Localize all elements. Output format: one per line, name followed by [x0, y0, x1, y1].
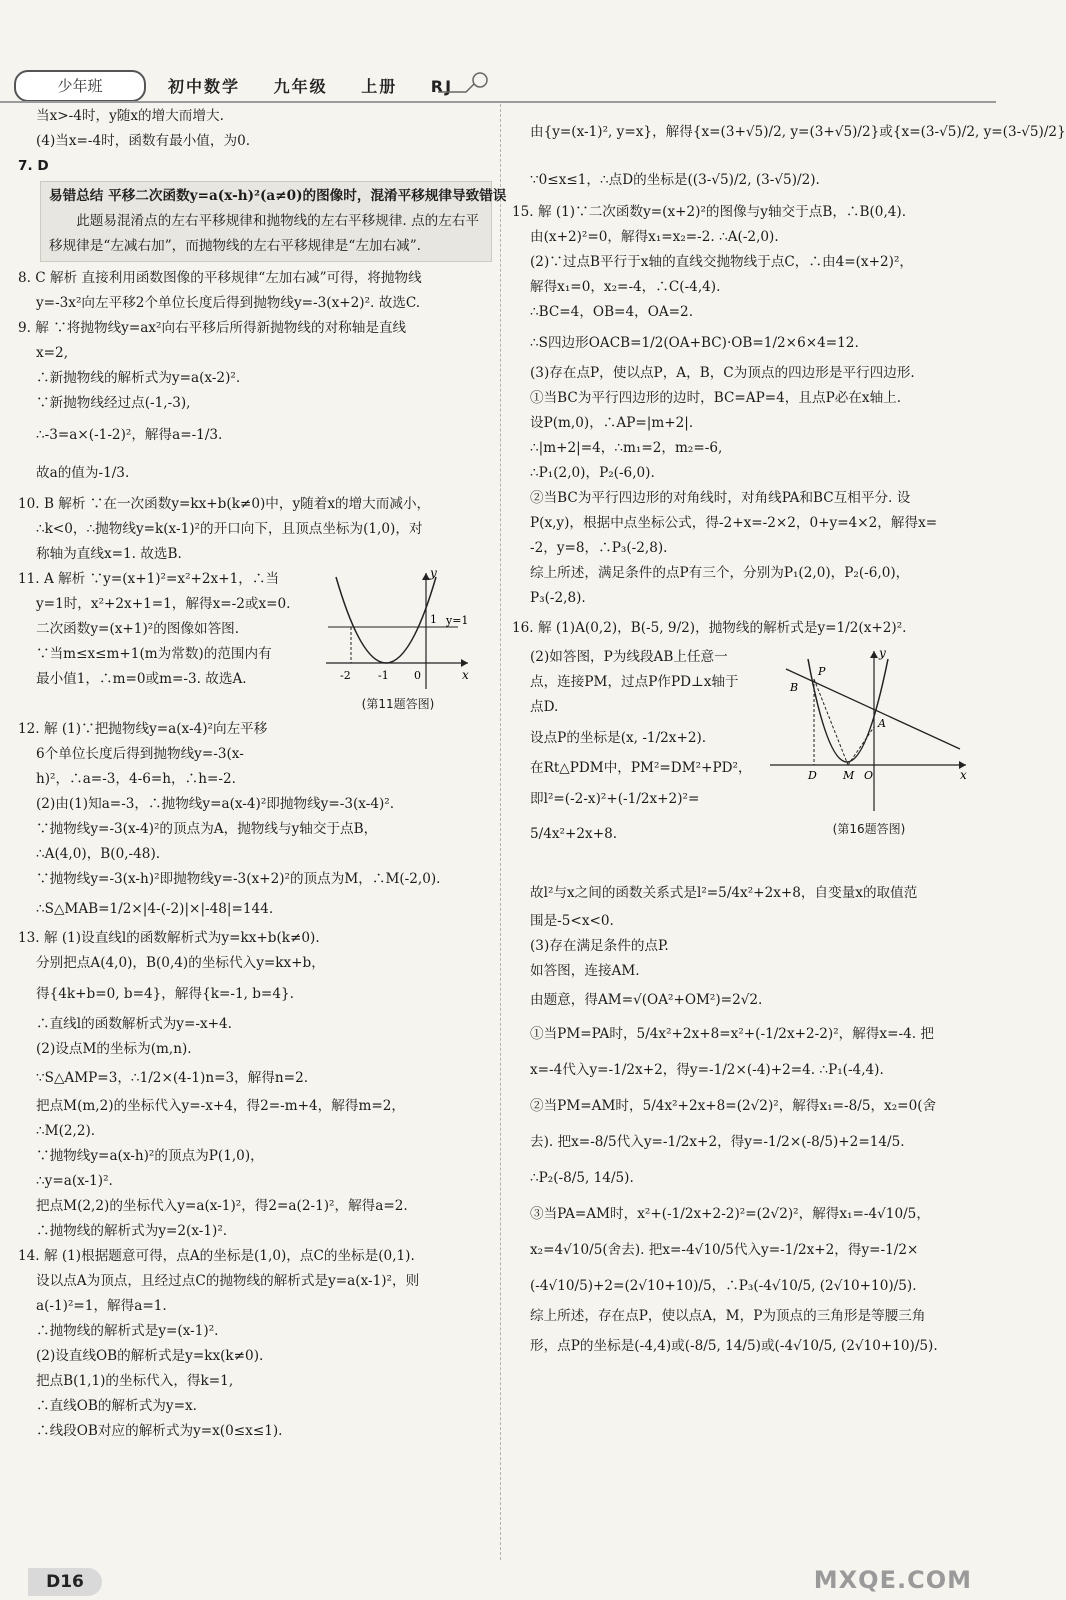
- error-summary-box: [40, 181, 507, 262]
- text-line: h)²，∴a=-3，4-6=h，∴h=-2.: [36, 771, 236, 787]
- text-line: ∴M(2,2).: [36, 1123, 96, 1139]
- text-line: 由(x+2)²=0，解得x₁=x₂=-2. ∴A(-2,0).: [530, 229, 779, 245]
- x-axis-label: x: [462, 668, 469, 682]
- point-label: B: [790, 681, 799, 694]
- parabola-graph: [318, 567, 478, 692]
- figure-11-caption: (第11题答图): [361, 697, 435, 711]
- answer-9: 9. 解 ∵将抛物线y=ax²向右平移后所得新抛物线的对称轴是直线: [18, 320, 407, 336]
- text-line: ∴k<0，∴抛物线y=k(x-1)²的开口向下，且顶点坐标为(1,0)，对: [36, 521, 423, 537]
- page-header: [0, 0, 996, 104]
- text-line: x₂=4√10/5(舍去). 把x=-4√10/5代入y=-1/2x+2，得y=-1/2×: [530, 1242, 919, 1258]
- right-column: [512, 104, 1066, 1363]
- book-meta: [168, 74, 479, 97]
- text-line: 在Rt△PDM中，PM²=DM²+PD²，: [530, 760, 752, 776]
- figure-11: [318, 567, 478, 717]
- text-line: (2)设直线OB的解析式是y=kx(k≠0).: [36, 1348, 264, 1364]
- text-line: 把点M(m,2)的坐标代入y=-x+4，得2=-m+4，解得m=2，: [36, 1098, 405, 1114]
- text-line: 去). 把x=-8/5代入y=-1/2x+2，得y=-1/2×(-8/5)+2=14/5.: [530, 1134, 905, 1150]
- parabola-line-graph: [764, 645, 974, 817]
- text-line: 称轴为直线x=1. 故选B.: [36, 546, 182, 562]
- text-line: P₃(-2,8).: [530, 590, 586, 606]
- tick-label: 0: [414, 669, 421, 682]
- text-line: 得{4k+b=0, b=4}，解得{k=-1, b=4}.: [36, 986, 294, 1002]
- text-line: 故a的值为-1/3.: [36, 465, 130, 481]
- text-line: 点D.: [530, 699, 559, 715]
- text-line: 形，点P的坐标是(-4,4)或(-8/5, 14/5)或(-4√10/5, (2√10+10)/5).: [530, 1338, 938, 1354]
- text-line: 故l²与x之间的函数关系式是l²=5/4x²+2x+8，自变量x的取值范: [530, 885, 918, 901]
- text-line: y=1时，x²+2x+1=1，解得x=-2或x=0.: [36, 596, 291, 612]
- text-line: 分别把点A(4,0)，B(0,4)的坐标代入y=kx+b，: [36, 955, 325, 971]
- x-axis-label: x: [960, 768, 967, 782]
- text-line: ∵抛物线y=a(x-h)²的顶点为P(1,0)，: [36, 1148, 264, 1164]
- text-line: ∴y=a(x-1)².: [36, 1173, 113, 1189]
- text-line: ①当BC为平行四边形的边时，BC=AP=4，且点P必在x轴上.: [530, 390, 902, 406]
- text-line: 把点M(2,2)的坐标代入y=a(x-1)²，得2=a(2-1)²，解得a=2.: [36, 1198, 408, 1214]
- answer-14: 14. 解 (1)根据题意可得，点A的坐标是(1,0)，点C的坐标是(0,1).: [18, 1248, 415, 1264]
- text-line: ②当BC为平行四边形的对角线时，对角线PA和BC互相平分. 设: [530, 490, 911, 506]
- tick-label: -1: [378, 669, 389, 682]
- text-line: 解得x₁=0，x₂=-4，∴C(-4,4).: [530, 279, 721, 295]
- text-line: 综上所述，存在点P，使以点A，M，P为顶点的三角形是等腰三角: [530, 1308, 926, 1324]
- left-column: [18, 104, 507, 1444]
- page-number: D16: [28, 1568, 102, 1596]
- answer-13: 13. 解 (1)设直线l的函数解析式为y=kx+b(k≠0).: [18, 930, 320, 946]
- text-line: 点，连接PM，过点P作PD⊥x轴于: [530, 674, 739, 690]
- text-line: (3)存在满足条件的点P.: [530, 938, 669, 954]
- answer-11: 11. A 解析 ∵y=(x+1)²=x²+2x+1，∴当: [18, 571, 280, 587]
- answer-16-block: [512, 645, 982, 877]
- text-line: (4)当x=-4时，函数有最小值，为0.: [36, 133, 251, 149]
- text-line: ∵当m≤x≤m+1(m为常数)的范围内有: [36, 646, 272, 662]
- text-line: ∴P₂(-8/5, 14/5).: [530, 1170, 634, 1186]
- text-line: 围是-5<x<0.: [530, 913, 614, 929]
- text-line: ∵抛物线y=-3(x-4)²的顶点为A，抛物线与y轴交于点B，: [36, 821, 378, 837]
- text-line: y=-3x²向左平移2个单位长度后得到抛物线y=-3(x+2)². 故选C.: [36, 295, 421, 311]
- answer-10: 10. B 解析 ∵在一次函数y=kx+b(k≠0)中，y随着x的增大而减小，: [18, 496, 431, 512]
- text-line: 把点B(1,1)的坐标代入，得k=1,: [36, 1373, 234, 1389]
- text-line: 设P(m,0)，∴AP=|m+2|.: [530, 415, 694, 431]
- text-line: (2)如答图，P为线段AB上任意一: [530, 649, 728, 665]
- answer-11-block: [18, 567, 492, 717]
- point-label: A: [878, 717, 886, 730]
- text-line: 设以点A为顶点，且经过点C的抛物线的解析式是y=a(x-1)²，则: [36, 1273, 420, 1289]
- volume-label: 上册: [361, 77, 398, 96]
- text-line: a(-1)²=1，解得a=1.: [36, 1298, 167, 1314]
- text-line: ∴BC=4，OB=4，OA=2.: [530, 304, 694, 320]
- text-line: ∴-3=a×(-1-2)²，解得a=-1/3.: [36, 427, 223, 443]
- text-line: x=2,: [36, 345, 69, 361]
- figure-16: [764, 645, 974, 842]
- subject-label: 初中数学: [168, 77, 241, 96]
- decoration-icon: [436, 66, 496, 96]
- text-line: (2)由(1)知a=-3，∴抛物线y=a(x-4)²即抛物线y=-3(x-4)².: [36, 796, 395, 812]
- text-line: ∴|m+2|=4，∴m₁=2，m₂=-6,: [530, 440, 723, 456]
- brand-logo: 少年班: [14, 70, 146, 102]
- error-summary-body: 此题易混淆点的左右平移规律和抛物线的左右平移规律. 点的左右平移规律是“左减右加”，而抛物线的左右平移规律是“左加右减”.: [49, 213, 480, 254]
- text-line: ∴新抛物线的解析式为y=a(x-2)².: [36, 370, 241, 386]
- text-line: ∴抛物线的解析式为y=2(x-1)².: [36, 1223, 228, 1239]
- text-line: 当x>-4时，y随x的增大而增大.: [36, 108, 224, 124]
- point-label: P: [818, 665, 826, 678]
- point-label: D: [808, 769, 817, 782]
- text-line: 即l²=(-2-x)²+(-1/2x+2)²=: [530, 791, 700, 807]
- figure-16-caption: (第16题答图): [832, 822, 906, 836]
- text-line: ∴直线l的函数解析式为y=-x+4.: [36, 1016, 232, 1032]
- text-line: ∵新抛物线经过点(-1,-3),: [36, 395, 191, 411]
- answer-8: 8. C 解析 直接利用函数图像的平移规律“左加右减”可得，将抛物线: [18, 270, 422, 286]
- text-line: ∵抛物线y=-3(x-h)²即抛物线y=-3(x+2)²的顶点为M，∴M(-2,0).: [36, 871, 441, 887]
- column-divider: [500, 104, 501, 1560]
- text-line: 综上所述，满足条件的点P有三个，分别为P₁(2,0)，P₂(-6,0)，: [530, 565, 910, 581]
- text-line: ∴抛物线的解析式是y=(x-1)².: [36, 1323, 219, 1339]
- text-line: 最小值1，∴m=0或m=-3. 故选A.: [36, 671, 247, 687]
- text-line: 5/4x²+2x+8.: [530, 826, 618, 842]
- text-line: ∵S△AMP=3，∴1/2×(4-1)n=3，解得n=2.: [36, 1070, 309, 1086]
- answer-15: 15. 解 (1)∵二次函数y=(x+2)²的图像与y轴交于点B，∴B(0,4).: [512, 204, 907, 220]
- text-line: ∴A(4,0)，B(0,-48).: [36, 846, 161, 862]
- text-line: ∴直线OB的解析式为y=x.: [36, 1398, 197, 1414]
- header-rule: [0, 101, 996, 103]
- text-line: (2)∵过点B平行于x轴的直线交抛物线于点C，∴由4=(x+2)²，: [530, 254, 913, 270]
- text-line: (-4√10/5)+2=(2√10+10)/5，∴P₃(-4√10/5, (2√10+10)/5).: [530, 1278, 917, 1294]
- watermark: MXQE.COM: [813, 1566, 972, 1594]
- answer-12: 12. 解 (1)∵把抛物线y=a(x-4)²向左平移: [18, 721, 268, 737]
- text-line: (3)存在点P，使以点P，A，B，C为顶点的四边形是平行四边形.: [530, 365, 915, 381]
- text-line: -2，y=8，∴P₃(-2,8).: [530, 540, 668, 556]
- tick-label: -2: [340, 669, 351, 682]
- grade-label: 九年级: [273, 77, 328, 96]
- text-line: ①当PM=PA时，5/4x²+2x+8=x²+(-1/2x+2-2)²，解得x=-4. 把: [530, 1026, 934, 1042]
- text-line: ∴S△MAB=1/2×|4-(-2)|×|-48|=144.: [36, 901, 274, 917]
- answer-7: 7. D: [18, 158, 49, 174]
- answer-16: 16. 解 (1)A(0,2)，B(-5, 9/2)，抛物线的解析式是y=1/2(x+2)².: [512, 620, 907, 636]
- y-axis-label: y: [430, 566, 437, 580]
- text-line: ∴P₁(2,0)，P₂(-6,0).: [530, 465, 655, 481]
- text-line: 如答图，连接AM.: [530, 963, 640, 979]
- text-line: 由{y=(x-1)², y=x}，解得{x=(3+√5)/2, y=(3+√5)/2}或{x=(3-√5)/2, y=(3-√5)/2}: [530, 124, 1066, 140]
- text-line: (2)设点M的坐标为(m,n).: [36, 1041, 192, 1057]
- text-line: ∴线段OB对应的解析式为y=x(0≤x≤1).: [36, 1423, 283, 1439]
- line-label: y=1: [446, 614, 469, 627]
- point-label: O: [864, 769, 874, 782]
- edition-label: RJ: [430, 77, 454, 96]
- text-line: P(x,y)，根据中点坐标公式，得-2+x=-2×2，0+y=4×2，解得x=: [530, 515, 938, 531]
- text-line: x=-4代入y=-1/2x+2，得y=-1/2×(-4)+2=4. ∴P₁(-4,4).: [530, 1062, 884, 1078]
- tick-label: 1: [430, 613, 437, 626]
- y-axis-label: y: [879, 646, 886, 660]
- text-line: ∴S四边形OACB=1/2(OA+BC)·OB=1/2×6×4=12.: [530, 335, 859, 351]
- text-line: 6个单位长度后得到抛物线y=-3(x-: [36, 746, 244, 762]
- point-label: M: [843, 769, 855, 782]
- text-line: 由题意，得AM=√(OA²+OM²)=2√2.: [530, 992, 763, 1008]
- text-line: ②当PM=AM时，5/4x²+2x+8=(2√2)²，解得x₁=-8/5，x₂=0(舍: [530, 1098, 937, 1114]
- error-summary-title: 易错总结 平移二次函数y=a(x-h)²(a≠0)的图像时，混淆平移规律导致错误: [49, 188, 507, 204]
- text-line: 设点P的坐标是(x, -1/2x+2).: [530, 730, 707, 746]
- page-footer: [0, 1558, 996, 1600]
- text-line: ∵0≤x≤1，∴点D的坐标是((3-√5)/2, (3-√5)/2).: [530, 172, 820, 188]
- text-line: ③当PA=AM时，x²+(-1/2x+2-2)²=(2√2)²，解得x₁=-4√10/5，: [530, 1206, 930, 1222]
- text-line: 二次函数y=(x+1)²的图像如答图.: [36, 621, 240, 637]
